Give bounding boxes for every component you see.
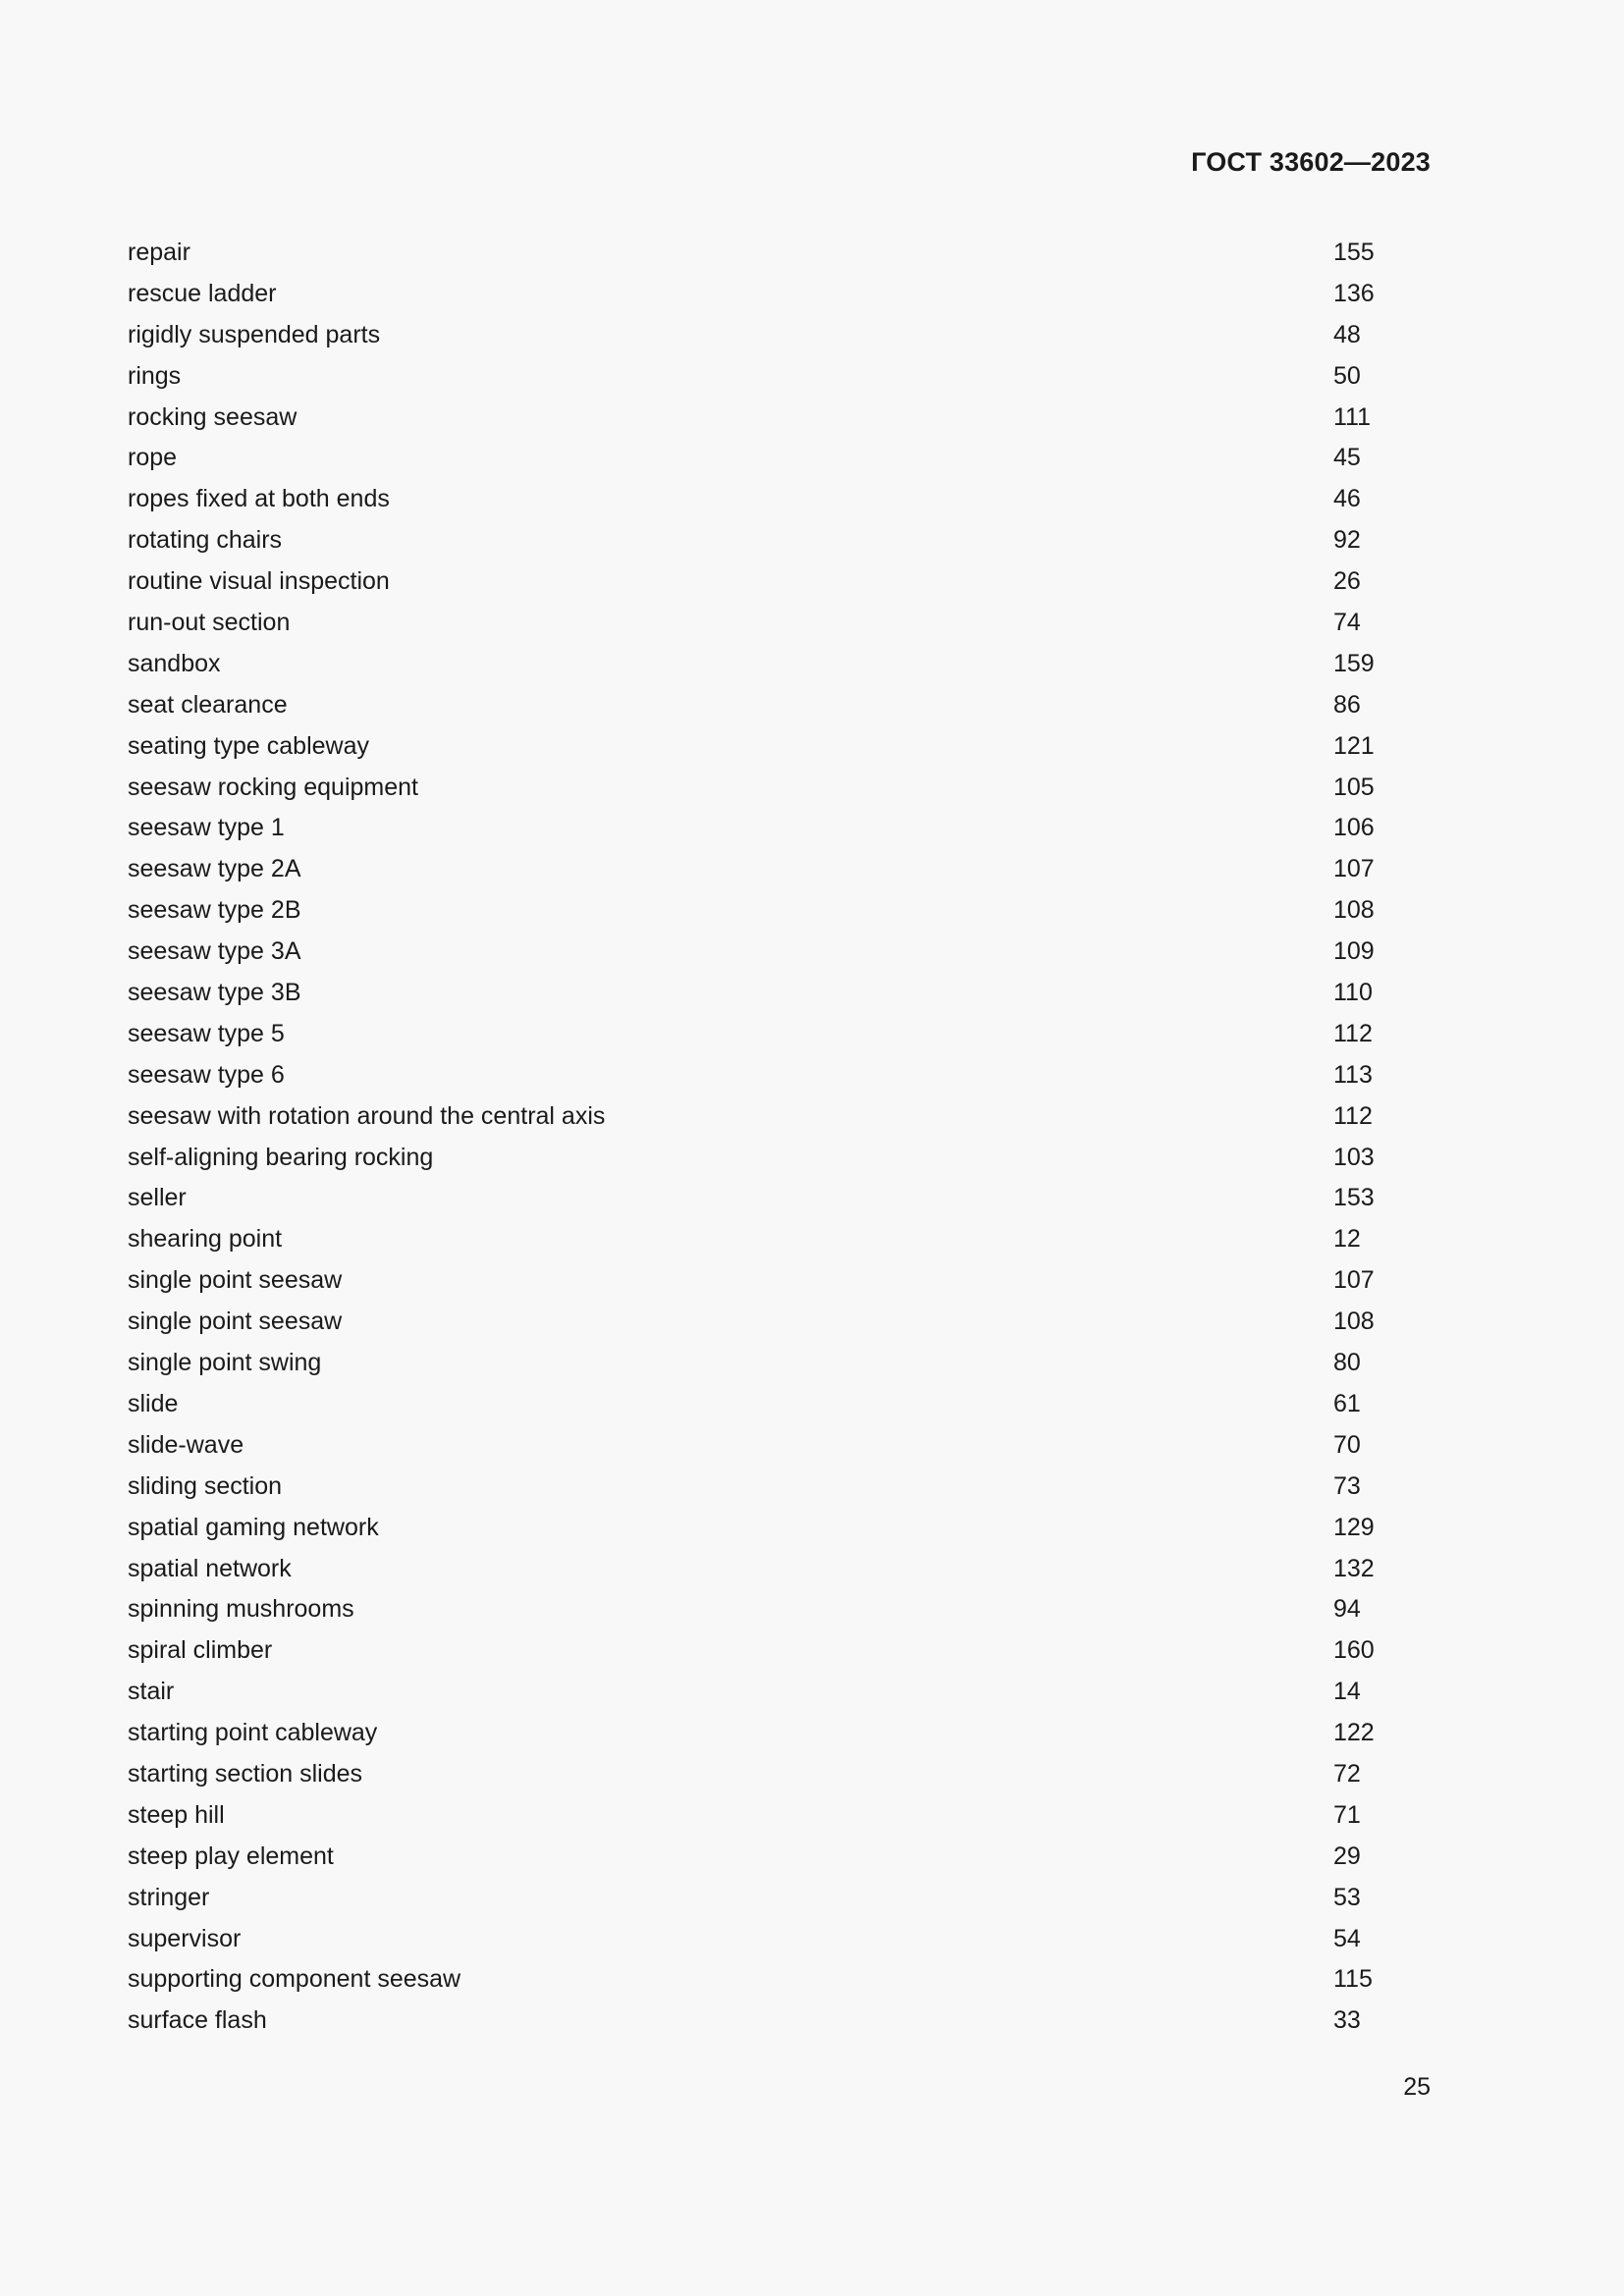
index-term-number: 74 [1333, 609, 1361, 637]
doc-code: ГОСТ 33602—2023 [1191, 147, 1431, 177]
index-term: routine visual inspection [128, 567, 390, 596]
index-term: stringer [128, 1883, 210, 1911]
index-entry [128, 1919, 1404, 1960]
index-entry [128, 1343, 1404, 1384]
index-term-number: 29 [1333, 1842, 1361, 1870]
index-term: seating type cableway [128, 731, 369, 760]
index-term-number: 155 [1333, 239, 1375, 266]
index-term: supporting component seesaw [128, 1965, 461, 1994]
index-term: seesaw rocking equipment [128, 773, 418, 801]
index-entry [128, 1549, 1404, 1590]
index-term: seesaw type 6 [128, 1060, 285, 1089]
index-term: rescue ladder [128, 279, 277, 307]
index-term: single point seesaw [128, 1266, 343, 1295]
index-term-number: 73 [1333, 1471, 1361, 1500]
index-term: supervisor [128, 1924, 242, 1952]
index-term-number: 111 [1333, 402, 1372, 431]
index-term: run-out section [128, 609, 291, 637]
index-entry [128, 1467, 1404, 1508]
index-entry [128, 1138, 1404, 1179]
index-term-number: 122 [1333, 1719, 1375, 1747]
index-entry [128, 315, 1404, 356]
page-number: 25 [1403, 2073, 1431, 2101]
index-term-number: 46 [1333, 485, 1361, 513]
index-term-number: 109 [1333, 937, 1375, 966]
index-term: starting section slides [128, 1759, 363, 1788]
index-entry [128, 1096, 1404, 1138]
index-term-number: 33 [1333, 2006, 1361, 2035]
index-entry [128, 932, 1404, 973]
index-term-number: 61 [1333, 1389, 1361, 1417]
index-term-number: 159 [1333, 649, 1375, 677]
index-term-number: 70 [1333, 1430, 1361, 1459]
index-entry [128, 685, 1404, 726]
index-entry [128, 1260, 1404, 1302]
index-entry [128, 479, 1404, 520]
index-term-number: 92 [1333, 526, 1361, 555]
index-entry [128, 1672, 1404, 1713]
index-entry [128, 1508, 1404, 1549]
index-entry [128, 356, 1404, 398]
index-entry [128, 890, 1404, 932]
index-term: spatial gaming network [128, 1513, 379, 1541]
index-term: spinning mushrooms [128, 1595, 354, 1624]
index-entry [128, 1425, 1404, 1467]
index-term: slide [128, 1389, 179, 1417]
index-term: stair [128, 1678, 175, 1706]
index-term: rigidly suspended parts [128, 320, 381, 348]
index-term-number: 71 [1333, 1800, 1361, 1829]
index-term-number: 129 [1333, 1513, 1375, 1541]
index-term: seller [128, 1184, 187, 1212]
index-entry [128, 274, 1404, 315]
index-term: shearing point [128, 1225, 283, 1254]
index-entry [128, 1589, 1404, 1630]
index-entry [128, 2001, 1404, 2042]
index-term-number: 112 [1333, 1019, 1373, 1047]
index-term: self-aligning bearing rocking [128, 1143, 434, 1171]
index-entry [128, 1302, 1404, 1343]
index-term-number: 103 [1333, 1143, 1375, 1171]
index-term-number: 108 [1333, 1308, 1375, 1336]
index-entry [128, 808, 1404, 849]
index-term-number: 108 [1333, 896, 1375, 925]
index-term-number: 14 [1333, 1678, 1361, 1706]
index-term-number: 132 [1333, 1554, 1375, 1582]
index-term: steep hill [128, 1800, 225, 1829]
index-term: seesaw type 3B [128, 979, 301, 1007]
index-entry [128, 603, 1404, 644]
index-entry [128, 1384, 1404, 1425]
index-term-number: 121 [1333, 731, 1375, 760]
index-entry [128, 561, 1404, 603]
index-term: seesaw type 3A [128, 937, 301, 966]
index-term: rotating chairs [128, 526, 283, 555]
index-entry [128, 1178, 1404, 1219]
index-term-number: 45 [1333, 444, 1361, 472]
index-term: seesaw type 2B [128, 896, 301, 925]
index-entry [128, 1878, 1404, 1919]
index-term-number: 105 [1333, 773, 1375, 801]
index-term: seesaw type 1 [128, 814, 285, 842]
index-entry [128, 1754, 1404, 1795]
index-term-number: 72 [1333, 1759, 1361, 1788]
index-entry [128, 1630, 1404, 1672]
index-entry [128, 1959, 1404, 2001]
index-entry [128, 233, 1404, 274]
index-entry [128, 849, 1404, 890]
index-term-number: 107 [1333, 855, 1375, 883]
index-term: seesaw with rotation around the central axis [128, 1101, 606, 1130]
index-term-number: 80 [1333, 1349, 1361, 1377]
document-header [1191, 147, 1431, 178]
index-entry [128, 1055, 1404, 1096]
index-term: rope [128, 444, 178, 472]
index-term-number: 94 [1333, 1595, 1361, 1624]
index-term: seesaw type 5 [128, 1019, 285, 1047]
index-term: spatial network [128, 1554, 292, 1582]
index-entry [128, 1837, 1404, 1878]
index-term-number: 12 [1333, 1225, 1361, 1254]
index-term-number: 106 [1333, 814, 1375, 842]
index-term: surface flash [128, 2006, 267, 2035]
index-term-number: 54 [1333, 1924, 1361, 1952]
index-term-number: 153 [1333, 1184, 1375, 1212]
index-entry [128, 520, 1404, 561]
index-term-number: 48 [1333, 320, 1361, 348]
index-term: rings [128, 361, 182, 390]
index-term-number: 53 [1333, 1883, 1361, 1911]
index-term: spiral climber [128, 1636, 273, 1665]
index-term: ropes fixed at both ends [128, 485, 390, 513]
index-entry [128, 768, 1404, 809]
index-entry [128, 1219, 1404, 1260]
index-term: sliding section [128, 1471, 283, 1500]
index-term-number: 26 [1333, 567, 1361, 596]
index-entry [128, 726, 1404, 768]
index-term: single point seesaw [128, 1308, 343, 1336]
index-term: sandbox [128, 649, 221, 677]
index-term-number: 86 [1333, 690, 1361, 719]
index-entry [128, 1014, 1404, 1055]
index-entry [128, 438, 1404, 479]
index-term-number: 160 [1333, 1636, 1375, 1665]
index-term-number: 50 [1333, 361, 1361, 390]
index-entry [128, 644, 1404, 685]
index-entry [128, 973, 1404, 1014]
index-term: starting point cableway [128, 1719, 378, 1747]
index-term: steep play element [128, 1842, 334, 1870]
index-term-number: 110 [1333, 979, 1373, 1007]
index-term-number: 115 [1333, 1965, 1373, 1994]
index-entry [128, 1795, 1404, 1837]
index-entry [128, 1713, 1404, 1754]
term-index-list [128, 233, 1404, 2042]
index-term: repair [128, 239, 190, 266]
index-term-number: 136 [1333, 279, 1375, 307]
index-term: slide-wave [128, 1430, 244, 1459]
index-term: single point swing [128, 1349, 322, 1377]
index-term-number: 112 [1333, 1101, 1373, 1130]
index-term: seesaw type 2A [128, 855, 301, 883]
index-term-number: 107 [1333, 1266, 1375, 1295]
index-term: rocking seesaw [128, 402, 298, 431]
index-term-number: 113 [1333, 1060, 1373, 1089]
index-entry [128, 398, 1404, 439]
index-term: seat clearance [128, 690, 288, 719]
